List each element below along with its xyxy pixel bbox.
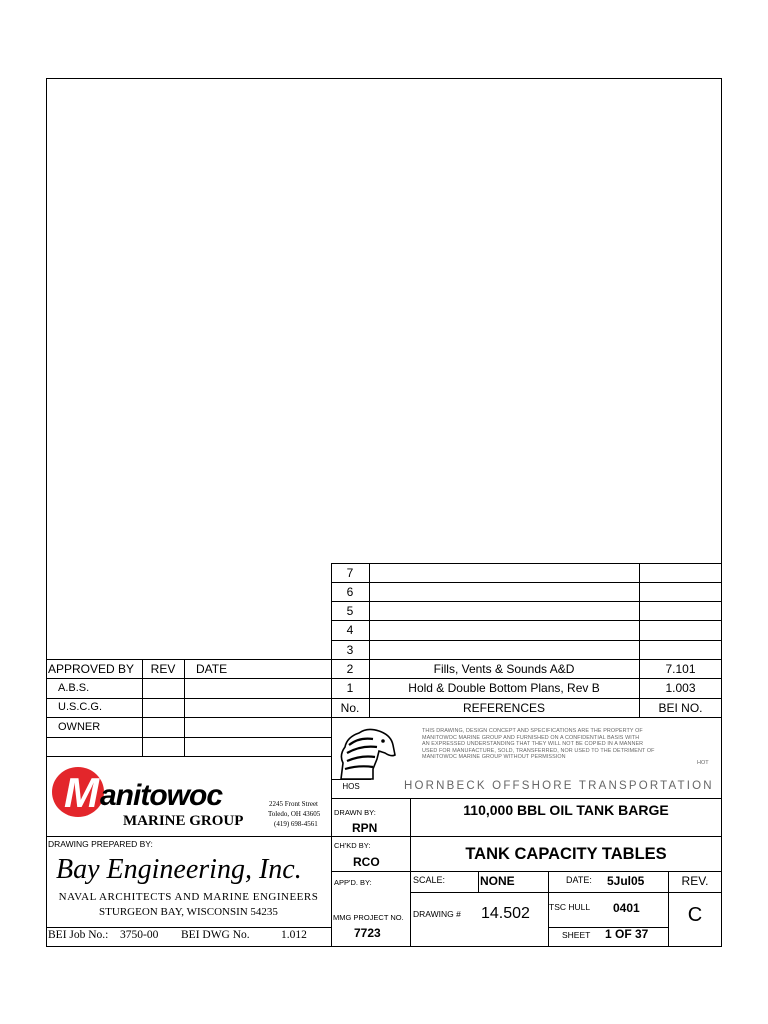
ref-header-bei: BEI NO. (658, 701, 703, 715)
ref-title-2: Fills, Vents & Sounds A&D (433, 662, 575, 676)
drawing-number-value: 14.502 (481, 905, 530, 922)
ref-no-1: 1 (346, 681, 354, 695)
scale-value: NONE (480, 874, 515, 888)
drawing-title: TANK CAPACITY TABLES (465, 845, 667, 863)
hos-badge: HOS (342, 782, 360, 791)
approved-by-header: APPROVED BY (48, 662, 135, 676)
project-name: 110,000 BBL OIL TANK BARGE (463, 802, 669, 818)
ref-no-6: 6 (346, 585, 354, 599)
rev-header: REV (150, 662, 176, 676)
manitowoc-address-2: Toledo, OH 43605 (268, 810, 321, 818)
approver-uscg: U.S.C.G. (58, 701, 103, 713)
manitowoc-address-1: 2245 Front Street (269, 800, 318, 808)
hull-value: 0401 (613, 901, 640, 915)
hull-label: TSC HULL (549, 902, 591, 912)
bei-job-number: 3750-00 (120, 929, 159, 941)
sheet-label: SHEET (562, 930, 591, 940)
ref-header-references: REFERENCES (462, 701, 545, 715)
drawn-by-value: RPN (352, 821, 378, 835)
ref-no-2: 2 (346, 662, 354, 676)
bay-engineering-location: STURGEON BAY, WISCONSIN 54235 (99, 906, 278, 918)
bei-job-label: BEI Job No.: (48, 929, 109, 941)
ref-bei-2: 7.101 (665, 662, 696, 676)
hornbeck-name: HORNBECK OFFSHORE TRANSPORTATION (404, 780, 714, 792)
drawing-number-label: DRAWING # (413, 909, 461, 919)
ref-no-7: 7 (346, 566, 354, 580)
rev-value: C (687, 904, 703, 926)
ref-no-5: 5 (346, 604, 354, 618)
bei-dwg-label: BEI DWG No. (181, 929, 250, 941)
approved-by-label: APP'D. BY: (334, 878, 372, 887)
approver-abs: A.B.S. (58, 682, 90, 694)
checked-by-value: RCO (353, 855, 380, 869)
horse-head-icon (333, 725, 401, 781)
marine-group: MARINE GROUP (123, 813, 244, 829)
sheet-value: 1 OF 37 (605, 927, 649, 941)
date-label: DATE: (566, 875, 592, 885)
mmg-project-value: 7723 (354, 926, 381, 940)
ref-no-3: 3 (346, 643, 354, 657)
drawn-by-label: DRAWN BY: (334, 808, 376, 817)
ref-bei-1: 1.003 (665, 681, 696, 695)
prepared-by-label: DRAWING PREPARED BY: (48, 839, 153, 849)
rev-label: REV. (681, 874, 709, 888)
bei-dwg-number: 1.012 (281, 929, 307, 941)
checked-by-label: CH'KD BY: (334, 841, 371, 850)
mmg-project-label: MMG PROJECT NO. (333, 913, 404, 922)
manitowoc-phone: (419) 698-4561 (274, 820, 318, 828)
bay-engineering-tagline: NAVAL ARCHITECTS AND MARINE ENGINEERS (58, 891, 319, 903)
ref-title-1: Hold & Double Bottom Plans, Rev B (408, 681, 600, 695)
ref-no-4: 4 (346, 623, 354, 637)
confidentiality-notice: THIS DRAWING, DESIGN CONCEPT AND SPECIFICATIONS ARE THE PROPERTY OF MANITOWOC MARINE GROUP AND FURNISHED ON A CONFIDENTIAL BASIS WITH AN EXPRESSED UNDERSTANDING THAT THEY WILL NOT BE COPIED IN A MANNER USED FOR MANUFACTURE, SOLD, TRANSFERRED, NOR USED TO THE DETRIMENT OF MANITOWOC MARINE GROUP WITHOUT PERMISSION (422, 728, 655, 761)
logo-letter: M (64, 769, 97, 816)
bay-engineering-name: Bay Engineering, Inc. (56, 854, 302, 885)
approver-owner: OWNER (58, 721, 101, 733)
date-header: DATE (196, 662, 228, 676)
hot-mark: HOT (697, 760, 709, 766)
scale-label: SCALE: (413, 875, 446, 885)
logo-wordmark: anitowoc (100, 779, 223, 812)
ref-header-no: No. (340, 701, 360, 715)
date-value: 5Jul05 (607, 874, 645, 888)
